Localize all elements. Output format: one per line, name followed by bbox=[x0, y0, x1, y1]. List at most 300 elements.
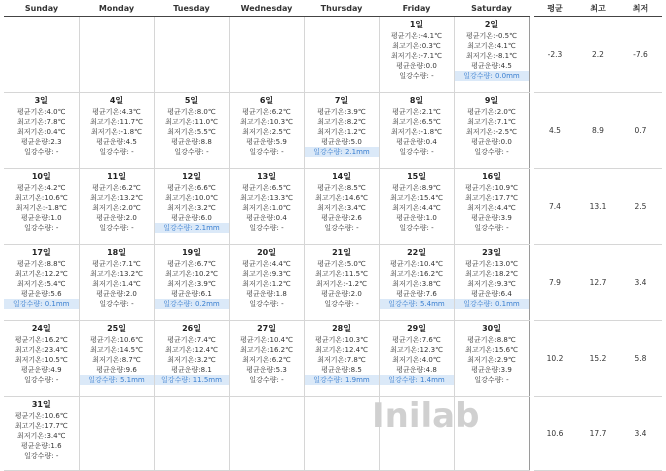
cloud-value: 4.5 bbox=[125, 138, 137, 146]
rain-value: 1.9mm bbox=[344, 376, 370, 384]
avg-line bbox=[465, 183, 518, 193]
min-value: 3.2℃ bbox=[196, 204, 216, 212]
min-label: 최저기온: bbox=[466, 52, 496, 60]
avg-line bbox=[167, 107, 215, 117]
cloud-line bbox=[21, 213, 62, 223]
avg-line bbox=[315, 335, 368, 345]
header-thursday: Thursday bbox=[304, 0, 379, 17]
cloud-label: 평균운량: bbox=[396, 214, 426, 222]
max-label: 최고기온: bbox=[390, 346, 420, 354]
day-cell[interactable] bbox=[454, 321, 529, 397]
rain-label: 일강수량: bbox=[324, 300, 354, 308]
min-value: -1.8℃ bbox=[45, 204, 67, 212]
max-label: 최고기온: bbox=[390, 194, 420, 202]
rain-line bbox=[305, 147, 379, 157]
min-value: 1.2℃ bbox=[346, 128, 366, 136]
avg-label: 평균기온: bbox=[90, 336, 120, 344]
day-content bbox=[305, 169, 379, 233]
rain-label: 일강수량: bbox=[463, 300, 493, 308]
max-label: 최고기온: bbox=[165, 194, 195, 202]
day-cell[interactable] bbox=[379, 245, 454, 321]
avg-line bbox=[392, 335, 440, 345]
min-value: 4.4℃ bbox=[421, 204, 441, 212]
cloud-line bbox=[396, 289, 437, 299]
rain-line bbox=[155, 299, 229, 309]
max-label: 최고기온: bbox=[240, 346, 270, 354]
rain-line bbox=[455, 71, 529, 81]
day-content bbox=[380, 245, 454, 309]
avg-line bbox=[392, 107, 440, 117]
rain-line bbox=[4, 299, 79, 309]
min-line bbox=[242, 279, 290, 289]
max-label: 최고기온: bbox=[465, 346, 495, 354]
min-line bbox=[317, 127, 365, 137]
day-cell[interactable] bbox=[154, 321, 229, 397]
header-monday: Monday bbox=[79, 0, 154, 17]
avg-label: 평균기온: bbox=[14, 412, 45, 420]
cloud-label: 평균운량: bbox=[471, 62, 501, 70]
avg-line bbox=[466, 31, 517, 41]
min-label: 최저기온: bbox=[466, 128, 496, 136]
rain-label: 일강수량: bbox=[399, 72, 429, 80]
header-avg: 평균 bbox=[534, 0, 577, 17]
max-label: 최고기온: bbox=[392, 118, 422, 126]
avg-label: 평균기온: bbox=[467, 336, 497, 344]
cloud-line bbox=[96, 213, 137, 223]
weekly-min: 3.4 bbox=[620, 397, 662, 471]
max-line bbox=[15, 421, 68, 431]
avg-value: 8.8℃ bbox=[496, 336, 516, 344]
cloud-value: 3.9 bbox=[500, 366, 512, 374]
day-cell[interactable] bbox=[304, 245, 379, 321]
max-value: 4.1℃ bbox=[496, 42, 516, 50]
day-cell[interactable] bbox=[154, 245, 229, 321]
rain-value: - bbox=[206, 148, 209, 156]
min-line bbox=[467, 355, 515, 365]
avg-value: 10.4℃ bbox=[419, 260, 443, 268]
avg-line bbox=[15, 411, 68, 421]
avg-value: 8.8℃ bbox=[46, 260, 66, 268]
min-label: 최저기온: bbox=[17, 128, 47, 136]
weekly-max: 15.2 bbox=[577, 321, 620, 397]
empty-day-cell bbox=[154, 397, 229, 471]
cloud-label: 평균운량: bbox=[20, 214, 51, 222]
day-number: 22일 bbox=[407, 248, 426, 257]
day-content bbox=[230, 245, 304, 309]
cloud-value: 4.5 bbox=[500, 62, 512, 70]
rain-label: 일강수량: bbox=[388, 300, 418, 308]
day-content bbox=[4, 169, 79, 233]
day-number: 30일 bbox=[482, 324, 501, 333]
min-value: 4.0℃ bbox=[421, 356, 441, 364]
max-label: 최고기온: bbox=[90, 346, 120, 354]
cloud-line bbox=[21, 289, 62, 299]
avg-label: 평균기온: bbox=[92, 260, 122, 268]
cloud-line bbox=[246, 213, 287, 223]
max-value: 13.3℃ bbox=[269, 194, 293, 202]
min-label: 최저기온: bbox=[17, 432, 47, 440]
min-line bbox=[92, 203, 140, 213]
cloud-label: 평균운량: bbox=[171, 138, 201, 146]
rain-label: 일강수량: bbox=[388, 376, 418, 384]
max-line bbox=[17, 117, 65, 127]
weekly-avg: 10.2 bbox=[534, 321, 577, 397]
avg-label: 평균기온: bbox=[240, 336, 270, 344]
day-cell[interactable] bbox=[379, 93, 454, 169]
day-cell[interactable] bbox=[4, 245, 79, 321]
avg-line bbox=[317, 183, 365, 193]
cloud-value: 3.9 bbox=[500, 214, 512, 222]
day-content bbox=[455, 169, 529, 233]
min-label: 최저기온: bbox=[15, 204, 46, 212]
empty-day-cell bbox=[229, 397, 304, 471]
avg-value: -4.1℃ bbox=[420, 32, 442, 40]
day-number: 7일 bbox=[334, 96, 349, 105]
max-label: 최고기온: bbox=[465, 194, 495, 202]
min-line bbox=[92, 355, 140, 365]
cloud-value: 5.0 bbox=[350, 138, 362, 146]
rain-value: - bbox=[281, 224, 284, 232]
day-cell[interactable] bbox=[4, 321, 79, 397]
max-line bbox=[465, 269, 518, 279]
weekly-min: -7.6 bbox=[620, 17, 662, 93]
min-line bbox=[92, 279, 140, 289]
day-cell[interactable] bbox=[454, 17, 529, 93]
avg-label: 평균기온: bbox=[167, 108, 197, 116]
week-row bbox=[4, 245, 662, 321]
day-cell[interactable] bbox=[79, 321, 154, 397]
min-label: 최저기온: bbox=[92, 204, 122, 212]
min-line bbox=[467, 203, 515, 213]
rain-line bbox=[4, 147, 79, 157]
day-cell[interactable] bbox=[379, 321, 454, 397]
max-line bbox=[392, 117, 440, 127]
cloud-value: 4.9 bbox=[50, 366, 62, 374]
avg-label: 평균기온: bbox=[317, 184, 347, 192]
day-number: 9일 bbox=[484, 96, 499, 105]
weekly-min: 3.4 bbox=[620, 245, 662, 321]
max-label: 최고기온: bbox=[390, 270, 420, 278]
avg-value: 13.0℃ bbox=[494, 260, 518, 268]
avg-label: 평균기온: bbox=[317, 108, 347, 116]
min-line bbox=[392, 203, 440, 213]
min-label: 최저기온: bbox=[392, 356, 422, 364]
avg-line bbox=[242, 183, 290, 193]
min-label: 최저기온: bbox=[317, 204, 347, 212]
avg-value: 4.2℃ bbox=[46, 184, 66, 192]
max-value: 15.6℃ bbox=[494, 346, 518, 354]
weekly-min: 5.8 bbox=[620, 321, 662, 397]
day-content bbox=[455, 245, 529, 309]
rain-line bbox=[80, 375, 154, 385]
day-content bbox=[80, 169, 154, 233]
avg-line bbox=[15, 335, 68, 345]
cloud-value: 5.9 bbox=[275, 138, 287, 146]
day-number: 31일 bbox=[31, 400, 51, 409]
max-line bbox=[390, 345, 443, 355]
rain-value: - bbox=[281, 300, 284, 308]
rain-value: 0.0mm bbox=[494, 72, 520, 80]
rain-value: - bbox=[356, 224, 359, 232]
avg-value: 10.6℃ bbox=[44, 412, 68, 420]
day-content bbox=[80, 245, 154, 309]
avg-value: 10.6℃ bbox=[119, 336, 143, 344]
empty-day-cell bbox=[4, 17, 79, 93]
avg-label: 평균기온: bbox=[317, 260, 347, 268]
day-cell[interactable] bbox=[229, 321, 304, 397]
max-line bbox=[90, 345, 143, 355]
min-line bbox=[17, 431, 65, 441]
day-content bbox=[4, 397, 79, 461]
avg-label: 평균기온: bbox=[392, 184, 422, 192]
day-number: 12일 bbox=[182, 172, 201, 181]
cloud-line bbox=[321, 137, 362, 147]
rain-value: 0.1mm bbox=[44, 300, 70, 308]
max-label: 최고기온: bbox=[392, 42, 422, 50]
cloud-label: 평균운량: bbox=[396, 366, 426, 374]
cloud-value: 1.8 bbox=[275, 290, 287, 298]
rain-line bbox=[230, 299, 304, 309]
avg-value: 7.1℃ bbox=[121, 260, 141, 268]
max-value: 14.5℃ bbox=[119, 346, 143, 354]
header-saturday: Saturday bbox=[454, 0, 529, 17]
min-value: 6.2℃ bbox=[271, 356, 291, 364]
day-number: 14일 bbox=[332, 172, 351, 181]
rain-label: 일강수량: bbox=[163, 300, 193, 308]
avg-label: 평균기온: bbox=[14, 336, 45, 344]
max-line bbox=[15, 193, 68, 203]
min-value: 5.4℃ bbox=[46, 280, 66, 288]
min-line bbox=[466, 51, 517, 61]
day-cell[interactable] bbox=[379, 169, 454, 245]
header-min: 최저 bbox=[620, 0, 662, 17]
rain-label: 일강수량: bbox=[399, 148, 429, 156]
cloud-label: 평균운량: bbox=[471, 138, 501, 146]
day-number: 24일 bbox=[31, 324, 51, 333]
day-number: 19일 bbox=[182, 248, 201, 257]
rain-line bbox=[4, 451, 79, 461]
rain-value: 11.5mm bbox=[192, 376, 222, 384]
min-line bbox=[16, 203, 67, 213]
day-cell[interactable] bbox=[79, 93, 154, 169]
min-label: 최저기온: bbox=[167, 128, 197, 136]
day-cell[interactable] bbox=[304, 169, 379, 245]
day-cell[interactable] bbox=[304, 321, 379, 397]
avg-label: 평균기온: bbox=[392, 108, 422, 116]
rain-label: 일강수량: bbox=[249, 300, 279, 308]
empty-day-cell bbox=[79, 17, 154, 93]
max-value: 17.7℃ bbox=[494, 194, 518, 202]
day-content bbox=[455, 93, 529, 157]
rain-line bbox=[230, 375, 304, 385]
avg-label: 평균기온: bbox=[242, 260, 272, 268]
avg-value: 7.4℃ bbox=[196, 336, 216, 344]
min-label: 최저기온: bbox=[167, 204, 197, 212]
max-label: 최고기온: bbox=[14, 194, 45, 202]
rain-value: 0.1mm bbox=[494, 300, 520, 308]
rain-value: - bbox=[131, 148, 134, 156]
cloud-line bbox=[21, 365, 62, 375]
day-content bbox=[380, 169, 454, 233]
weekly-max: 2.2 bbox=[577, 17, 620, 93]
avg-line bbox=[317, 107, 365, 117]
avg-value: 7.6℃ bbox=[421, 336, 441, 344]
cloud-label: 평균운량: bbox=[471, 290, 501, 298]
rain-label: 일강수량: bbox=[24, 148, 54, 156]
day-cell[interactable] bbox=[379, 17, 454, 93]
header-wednesday: Wednesday bbox=[229, 0, 304, 17]
max-line bbox=[165, 117, 218, 127]
max-line bbox=[240, 117, 293, 127]
avg-value: 6.2℃ bbox=[121, 184, 141, 192]
cloud-value: 4.8 bbox=[425, 366, 437, 374]
day-number: 1일 bbox=[409, 20, 424, 29]
day-content bbox=[4, 321, 79, 385]
min-label: 최저기온: bbox=[392, 280, 422, 288]
day-cell[interactable] bbox=[304, 93, 379, 169]
rain-value: - bbox=[55, 148, 59, 156]
day-cell[interactable] bbox=[229, 93, 304, 169]
day-cell[interactable] bbox=[4, 93, 79, 169]
cloud-line bbox=[96, 289, 137, 299]
max-line bbox=[390, 193, 443, 203]
day-content bbox=[155, 93, 229, 157]
day-cell[interactable] bbox=[4, 397, 79, 471]
max-label: 최고기온: bbox=[467, 42, 497, 50]
day-content bbox=[155, 321, 229, 385]
cloud-label: 평균운량: bbox=[96, 214, 126, 222]
max-label: 최고기온: bbox=[240, 194, 270, 202]
avg-line bbox=[465, 259, 518, 269]
avg-label: 평균기온: bbox=[92, 184, 122, 192]
day-cell[interactable] bbox=[79, 245, 154, 321]
cloud-value: 7.6 bbox=[425, 290, 437, 298]
day-cell[interactable] bbox=[454, 169, 529, 245]
cloud-label: 평균운량: bbox=[96, 138, 126, 146]
cloud-line bbox=[396, 137, 437, 147]
cloud-label: 평균운량: bbox=[20, 138, 51, 146]
min-line bbox=[316, 279, 367, 289]
cloud-label: 평균운량: bbox=[171, 290, 201, 298]
cloud-label: 평균운량: bbox=[96, 366, 126, 374]
rain-value: - bbox=[55, 376, 59, 384]
header-sunday: Sunday bbox=[4, 0, 79, 17]
day-content bbox=[230, 321, 304, 385]
rain-label: 일강수량: bbox=[313, 148, 343, 156]
cloud-line bbox=[21, 137, 62, 147]
avg-value: 10.3℃ bbox=[344, 336, 368, 344]
max-value: 6.5℃ bbox=[421, 118, 441, 126]
cloud-line bbox=[471, 289, 512, 299]
rain-line bbox=[455, 223, 529, 233]
day-number: 26일 bbox=[182, 324, 201, 333]
max-value: 12.4℃ bbox=[194, 346, 218, 354]
avg-line bbox=[167, 183, 215, 193]
cloud-line bbox=[396, 365, 437, 375]
rain-line bbox=[80, 223, 154, 233]
day-cell[interactable] bbox=[154, 93, 229, 169]
header-row bbox=[4, 0, 662, 17]
cloud-label: 평균운량: bbox=[321, 138, 351, 146]
empty-day-cell bbox=[304, 397, 379, 471]
cloud-value: 2.0 bbox=[125, 290, 137, 298]
min-line bbox=[317, 203, 365, 213]
rain-line bbox=[230, 147, 304, 157]
rain-value: - bbox=[431, 72, 434, 80]
watermark-logo: Inilab bbox=[372, 396, 480, 436]
day-cell[interactable] bbox=[454, 245, 529, 321]
max-value: 0.3℃ bbox=[421, 42, 441, 50]
rain-line bbox=[455, 375, 529, 385]
min-line bbox=[317, 355, 365, 365]
min-value: 4.4℃ bbox=[496, 204, 516, 212]
day-number: 16일 bbox=[482, 172, 501, 181]
rain-label: 일강수량: bbox=[24, 452, 54, 460]
max-line bbox=[165, 345, 218, 355]
min-label: 최저기온: bbox=[167, 356, 197, 364]
avg-value: 4.4℃ bbox=[271, 260, 291, 268]
weekly-avg: 7.9 bbox=[534, 245, 577, 321]
max-label: 최고기온: bbox=[315, 346, 345, 354]
avg-label: 평균기온: bbox=[92, 108, 122, 116]
day-content bbox=[380, 321, 454, 385]
day-cell[interactable] bbox=[229, 245, 304, 321]
max-line bbox=[240, 193, 293, 203]
header-tuesday: Tuesday bbox=[154, 0, 229, 17]
rain-value: - bbox=[506, 376, 509, 384]
min-value: 9.3℃ bbox=[496, 280, 516, 288]
cloud-label: 평균운량: bbox=[321, 366, 351, 374]
day-cell[interactable] bbox=[154, 169, 229, 245]
max-line bbox=[467, 117, 515, 127]
day-number: 15일 bbox=[407, 172, 426, 181]
day-number: 20일 bbox=[257, 248, 276, 257]
cloud-label: 평균운량: bbox=[96, 290, 126, 298]
rain-line bbox=[380, 147, 454, 157]
cloud-line bbox=[171, 137, 212, 147]
max-label: 최고기온: bbox=[14, 346, 45, 354]
cloud-label: 평균운량: bbox=[396, 62, 426, 70]
min-value: -1.8℃ bbox=[120, 128, 142, 136]
rain-value: - bbox=[356, 300, 359, 308]
rain-line bbox=[455, 299, 529, 309]
rain-label: 일강수량: bbox=[99, 148, 129, 156]
day-cell[interactable] bbox=[454, 93, 529, 169]
day-number: 10일 bbox=[31, 172, 51, 181]
avg-value: -0.5℃ bbox=[495, 32, 517, 40]
rain-label: 일강수량: bbox=[13, 300, 43, 308]
max-label: 최고기온: bbox=[240, 118, 270, 126]
max-line bbox=[15, 269, 68, 279]
max-value: 17.7℃ bbox=[44, 422, 68, 430]
cloud-value: 0.0 bbox=[500, 138, 512, 146]
rain-value: - bbox=[131, 300, 134, 308]
avg-label: 평균기온: bbox=[315, 336, 345, 344]
avg-value: 4.3℃ bbox=[121, 108, 141, 116]
max-line bbox=[467, 41, 515, 51]
day-cell[interactable] bbox=[79, 169, 154, 245]
rain-label: 일강수량: bbox=[163, 224, 193, 232]
rain-line bbox=[155, 147, 229, 157]
cloud-value: 8.8 bbox=[200, 138, 212, 146]
min-line bbox=[167, 127, 215, 137]
cloud-line bbox=[321, 365, 362, 375]
day-cell[interactable] bbox=[4, 169, 79, 245]
day-cell[interactable] bbox=[229, 169, 304, 245]
cloud-line bbox=[471, 61, 512, 71]
day-number: 11일 bbox=[107, 172, 126, 181]
cloud-line bbox=[471, 137, 512, 147]
